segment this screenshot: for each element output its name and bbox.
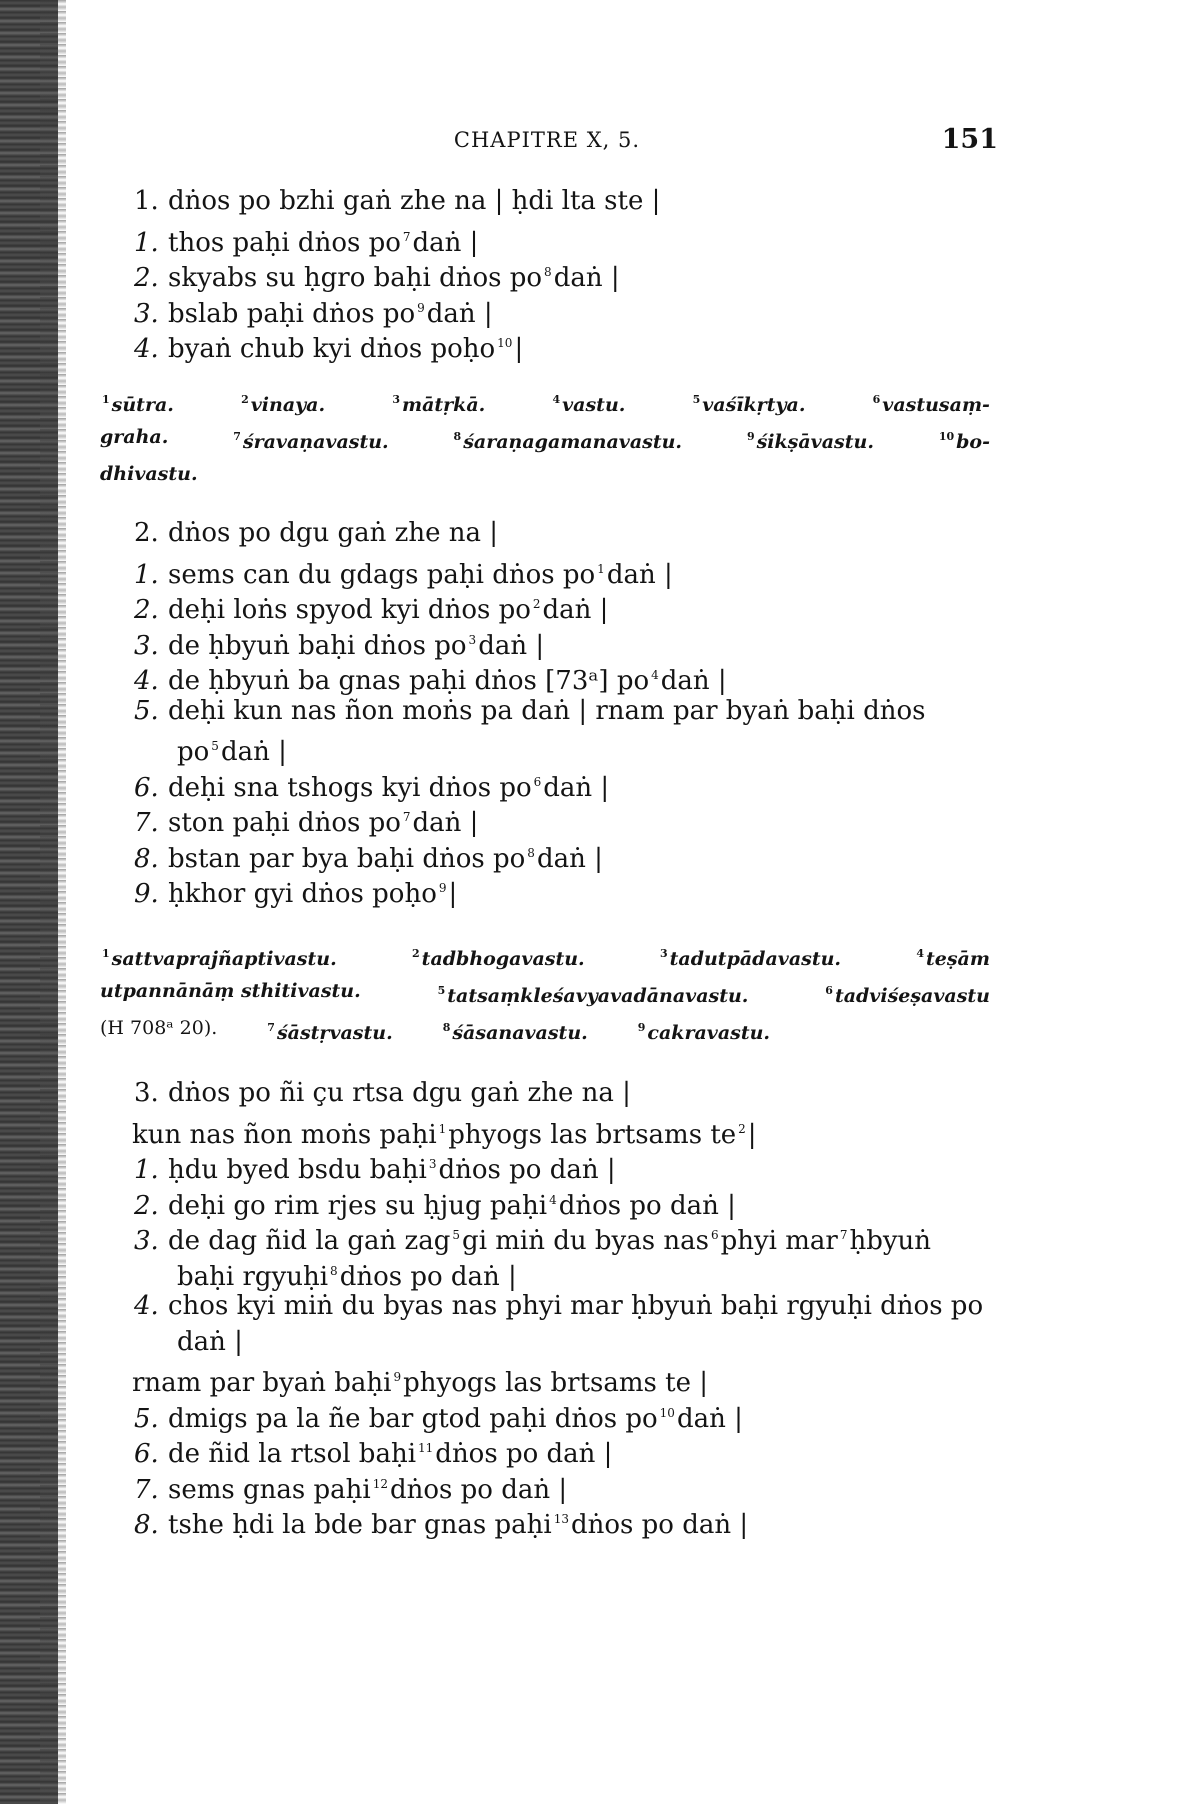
footnote-number: 2 — [412, 947, 420, 960]
footnote-text: sattvaprajñaptivastu. — [111, 948, 337, 970]
footnote-ref: 7 — [402, 229, 411, 244]
footnote — [100, 975, 361, 1012]
line-text: daṅ | — [426, 298, 493, 329]
item-number: 1. — [134, 1155, 159, 1185]
line-text: dṅos po daṅ | — [438, 1155, 616, 1185]
text-line — [132, 1112, 757, 1152]
footnote-ref: 1 — [438, 1121, 447, 1136]
item-number: 5. — [134, 1403, 159, 1434]
footnote-text: bo- — [956, 431, 990, 453]
item-number: 2. — [134, 1190, 159, 1221]
footnote-text: cakravastu. — [647, 1022, 771, 1044]
footnote-text: tatsaṃkleśavyavadānavastu. — [447, 985, 749, 1007]
footnote-ref: 9 — [438, 881, 447, 895]
line-text: daṅ | — [606, 559, 673, 590]
footnote-ref: 10 — [497, 336, 513, 350]
text-line — [134, 836, 603, 876]
footnote-ref: 8 — [544, 265, 552, 279]
text-line — [177, 729, 287, 769]
footnote — [100, 1012, 217, 1049]
footnote-ref: 8 — [330, 1263, 338, 1278]
footnote-ref: 5 — [211, 739, 219, 753]
footnote-number: 3 — [659, 947, 668, 960]
line-text: de ñid la rtsol baḥi — [168, 1439, 417, 1469]
section-1-footnotes — [100, 384, 990, 490]
footnote — [550, 384, 625, 421]
item-number: 6. — [134, 772, 159, 803]
footnote-number: 1 — [102, 393, 110, 406]
item-number: 4. — [134, 334, 159, 364]
line-text: sems can du gdags paḥi dṅos po — [168, 559, 596, 590]
line-text: chos kyi miṅ du byas nas phyi mar ḥbyuṅ baḥi rgyuḥi dṅos po — [168, 1291, 984, 1321]
item-number: 2. — [134, 263, 159, 293]
item-number: 7. — [134, 808, 159, 838]
line-text: dṅos po daṅ | — [339, 1261, 517, 1292]
footnote-text: graha. — [100, 426, 169, 448]
footnote-text: vastusaṃ- — [882, 394, 990, 416]
footnote — [914, 938, 990, 975]
footnote-row — [100, 938, 990, 975]
line-text: daṅ | — [536, 843, 603, 874]
item-number: 1. — [134, 559, 159, 590]
line-text: daṅ | — [553, 263, 620, 293]
footnote-ref: 10 — [659, 1405, 675, 1420]
line-text: phyi mar — [720, 1226, 838, 1256]
text-line — [134, 1467, 567, 1507]
footnote-text: tadutpādavastu. — [669, 948, 842, 970]
footnote-number: 3 — [392, 393, 400, 406]
line-text: daṅ | — [676, 1403, 743, 1434]
footnote-ref: 9 — [417, 300, 425, 315]
footnote-number: 4 — [552, 393, 561, 406]
footnote-ref: 13 — [553, 1512, 569, 1526]
line-text: dmigs pa la ñe bar gtod paḥi dṅos po — [168, 1403, 658, 1434]
line-text: daṅ | — [478, 630, 545, 661]
item-number: 9. — [134, 879, 159, 909]
footnote-ref: 6 — [533, 774, 542, 789]
footnote-row — [100, 975, 990, 1012]
line-text: bslab paḥi dṅos po — [168, 298, 416, 329]
footnote-text: śaraṇagamanavastu. — [463, 431, 683, 453]
footnote-number: 10 — [938, 430, 955, 443]
footnote-ref: 1 — [597, 561, 605, 576]
line-text: dṅos po daṅ | — [558, 1190, 736, 1221]
footnote-number: 9 — [637, 1021, 646, 1034]
text-line — [134, 552, 673, 592]
footnote-number: 9 — [746, 430, 755, 443]
item-number: 1. — [134, 227, 159, 258]
line-text: tshe ḥdi la bde bar gnas paḥi — [168, 1510, 552, 1540]
text-line — [177, 1325, 243, 1359]
text-line — [134, 871, 457, 911]
line-text: de dag ñid la gaṅ zag — [168, 1226, 451, 1256]
footnote — [100, 384, 174, 421]
footnote-text: vinaya. — [250, 394, 326, 416]
text-line — [134, 623, 544, 663]
item-number: 1. — [134, 186, 159, 216]
section-2-footnotes — [100, 938, 990, 1049]
item-number: 4. — [134, 1291, 159, 1321]
text-line — [134, 516, 498, 550]
footnote-text: (H 708ᵃ 20). — [100, 1017, 218, 1039]
text-line — [134, 1431, 612, 1471]
text-line — [134, 1218, 931, 1258]
line-text: sems gnas paḥi — [168, 1474, 371, 1505]
footnote-ref: 3 — [468, 632, 477, 647]
text-line — [134, 658, 727, 698]
footnote-number: 1 — [102, 947, 110, 960]
footnote — [937, 421, 990, 458]
page-number: 151 — [941, 124, 998, 155]
footnote-ref: 11 — [418, 1441, 434, 1455]
text-line — [134, 255, 620, 295]
item-number: 4. — [134, 666, 159, 696]
footnote-number: 8 — [442, 1021, 451, 1034]
text-line — [134, 1289, 983, 1323]
text-line — [134, 184, 660, 218]
line-text: | — [747, 1119, 757, 1150]
item-number: 8. — [134, 843, 159, 874]
item-number: 3. — [134, 1226, 159, 1256]
footnote-ref: 6 — [710, 1228, 719, 1242]
line-text: | — [514, 334, 524, 364]
text-line — [134, 1502, 748, 1542]
footnote — [265, 1012, 392, 1049]
footnote-number: 7 — [233, 430, 241, 443]
footnote-ref: 12 — [372, 1476, 388, 1491]
line-text: deḥi loṅs spyod kyi dṅos po — [168, 595, 531, 625]
line-text: kun nas ñon moṅs paḥi — [132, 1119, 437, 1150]
text-line — [134, 765, 609, 805]
footnote-text: utpannānāṃ sthitivastu. — [100, 980, 361, 1002]
line-text: bstan par bya baḥi dṅos po — [168, 843, 526, 874]
line-text: byaṅ chub kyi dṅos poḥo — [168, 334, 496, 364]
footnote-ref: 3 — [428, 1157, 437, 1171]
footnote-number: 5 — [692, 393, 701, 406]
line-text: deḥi kun nas ñon moṅs pa daṅ | rnam par byaṅ baḥi dṅos — [168, 695, 926, 726]
line-text: | — [448, 879, 458, 909]
item-number: 3. — [134, 1078, 159, 1108]
footnote-text: mātṛkā. — [401, 394, 486, 416]
text-line — [132, 1360, 708, 1400]
text-line — [134, 587, 608, 627]
line-text: de ḥbyuṅ ba gnas paḥi dṅos [73ᵃ] po — [168, 666, 650, 696]
footnote-ref: 7 — [402, 810, 411, 824]
line-text: phyogs las brtsams te — [448, 1119, 737, 1150]
footnote-text: vastu. — [562, 394, 626, 416]
footnote-ref: 2 — [532, 597, 541, 611]
item-number: 6. — [134, 1439, 159, 1469]
line-text: ḥbyuṅ — [849, 1226, 932, 1256]
footnote-ref: 8 — [527, 845, 535, 860]
item-number: 8. — [134, 1510, 159, 1540]
footnote-text: teṣām — [926, 948, 990, 970]
footnote-text: śāstṛvastu. — [276, 1022, 393, 1044]
line-text: daṅ | — [412, 227, 479, 258]
text-line — [134, 694, 926, 728]
footnote-text: vaśīkṛtya. — [702, 394, 806, 416]
footnote — [636, 1012, 770, 1049]
footnote-text: tadbhogavastu. — [421, 948, 585, 970]
text-line — [134, 326, 523, 366]
line-text: dṅos po dgu gaṅ zhe na | — [168, 518, 499, 548]
line-text: phyogs las brtsams te | — [403, 1368, 709, 1398]
footnote — [100, 938, 337, 975]
line-text: dṅos po daṅ | — [435, 1439, 613, 1469]
line-text: daṅ | — [220, 737, 287, 767]
line-text: dṅos po bzhi gaṅ zhe na | ḥdi lta ste | — [168, 186, 661, 216]
line-text: dṅos po ñi çu rtsa dgu gaṅ zhe na | — [168, 1078, 631, 1108]
line-text: daṅ | — [660, 666, 727, 696]
footnote — [658, 938, 841, 975]
footnote-ref: 5 — [452, 1228, 461, 1242]
footnote — [390, 384, 485, 421]
footnote-number: 2 — [241, 393, 249, 406]
footnote-number: 6 — [872, 393, 881, 406]
text-line — [134, 291, 493, 331]
footnote — [100, 458, 198, 490]
line-text: thos paḥi dṅos po — [168, 227, 401, 258]
footnote-number: 6 — [825, 984, 833, 997]
line-text: daṅ | — [412, 808, 479, 838]
footnote — [436, 975, 749, 1012]
line-text: ḥdu byed bsdu baḥi — [168, 1155, 427, 1185]
footnote-text: sūtra. — [111, 394, 174, 416]
text-line — [134, 220, 478, 260]
text-line — [177, 1254, 517, 1294]
footnote — [100, 421, 168, 458]
footnote-ref: 4 — [549, 1192, 557, 1207]
footnote-row — [100, 384, 990, 421]
footnote-ref: 2 — [738, 1121, 746, 1136]
footnote-text: tadviśeṣavastu — [834, 985, 990, 1007]
line-text: daṅ | — [543, 772, 610, 803]
line-text: skyabs su ḥgro baḥi dṅos po — [168, 263, 543, 293]
text-line — [134, 1147, 616, 1187]
footnote — [452, 421, 683, 458]
line-text: baḥi rgyuḥi — [177, 1261, 329, 1292]
item-number: 2. — [134, 518, 159, 548]
running-head: CHAPITRE X, 5. — [453, 128, 641, 152]
text-line — [134, 1396, 743, 1436]
line-text: de ḥbyuṅ baḥi dṅos po — [168, 630, 467, 661]
footnote — [691, 384, 806, 421]
line-text: daṅ | — [177, 1326, 243, 1357]
footnote-ref: 7 — [839, 1228, 848, 1242]
page-gutter-edge — [40, 0, 66, 1804]
line-text: dṅos po daṅ | — [571, 1510, 749, 1540]
line-text: po — [177, 737, 210, 767]
footnote-text: śāsanavastu. — [452, 1022, 588, 1044]
footnote — [239, 384, 325, 421]
footnote-row — [100, 421, 990, 458]
footnote-number: 5 — [437, 984, 446, 997]
item-number: 3. — [134, 298, 159, 329]
footnote — [745, 421, 874, 458]
line-text: ḥkhor gyi dṅos poḥo — [168, 879, 437, 909]
footnote-row — [100, 458, 990, 490]
footnote-text: śravaṇavastu. — [242, 431, 389, 453]
line-text: dṅos po daṅ | — [389, 1474, 568, 1505]
footnote — [410, 938, 585, 975]
line-text: ston paḥi dṅos po — [168, 808, 401, 838]
line-text: deḥi sna tshogs kyi dṅos po — [168, 772, 532, 803]
footnote-row — [100, 1012, 990, 1049]
text-line — [134, 1183, 736, 1223]
footnote-ref: 4 — [651, 668, 659, 682]
item-number: 2. — [134, 595, 159, 625]
item-number: 3. — [134, 630, 159, 661]
text-line — [134, 1076, 631, 1110]
line-text: daṅ | — [542, 595, 609, 625]
footnote — [823, 975, 990, 1012]
line-text: rnam par byaṅ baḥi — [132, 1368, 392, 1398]
text-line — [134, 800, 478, 840]
line-text: deḥi go rim rjes su ḥjug paḥi — [168, 1190, 548, 1221]
item-number: 7. — [134, 1474, 159, 1505]
footnote-number: 8 — [453, 430, 462, 443]
footnote — [231, 421, 388, 458]
footnote-text: dhivastu. — [100, 463, 198, 485]
footnote — [871, 384, 990, 421]
footnote-number: 7 — [267, 1021, 275, 1034]
footnote-number: 4 — [916, 947, 924, 960]
footnote-text: śikṣāvastu. — [756, 431, 874, 453]
footnote-ref: 9 — [393, 1370, 402, 1384]
line-text: gi miṅ du byas nas — [462, 1226, 709, 1256]
footnote — [441, 1012, 588, 1049]
item-number: 5. — [134, 695, 159, 726]
page-header — [96, 124, 998, 164]
